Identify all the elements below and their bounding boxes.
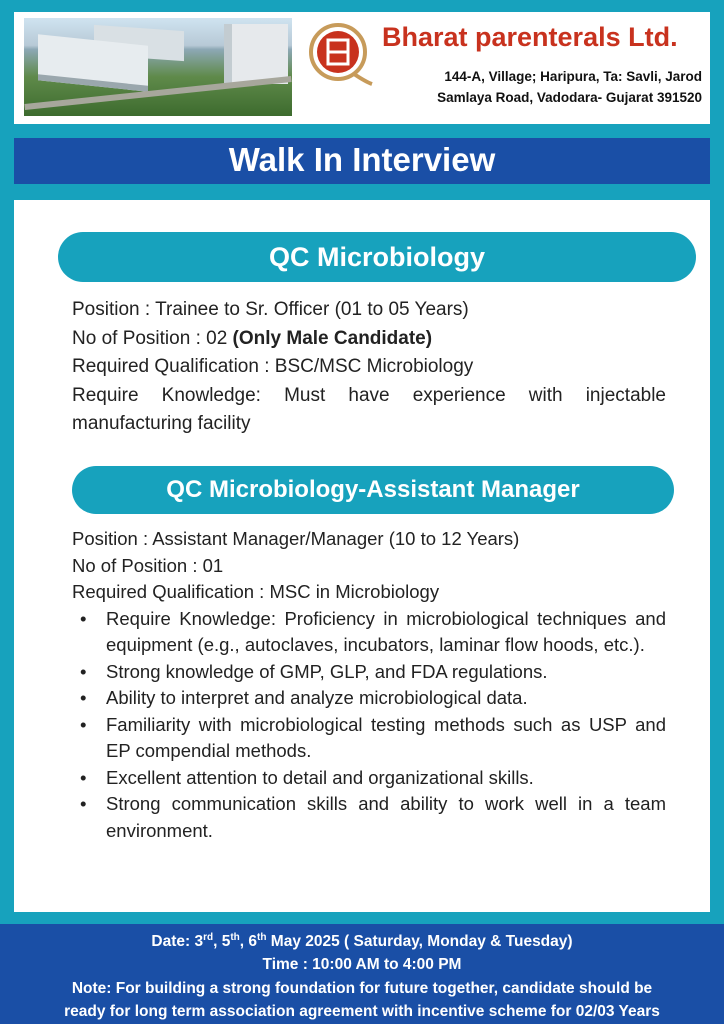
section1-no-of-position-note: (Only Male Candidate)	[232, 327, 433, 349]
company-address	[384, 66, 702, 108]
address-line-1: 144-A, Village; Haripura, Ta: Savli, Jarod	[444, 69, 702, 84]
section2-position: Position : Assistant Manager/Manager (10 to 12 Years)	[72, 528, 520, 549]
section2-qualification: Required Qualification : MSC in Microbiology	[72, 581, 440, 602]
list-item: • Strong communication skills and ability to work well in a team environment.	[80, 793, 666, 841]
section2-body	[72, 526, 666, 844]
note-line-2: ready for long term association agreement with incentive scheme for 02/03 Years	[64, 1003, 660, 1020]
list-item: • Strong knowledge of GMP, GLP, and FDA regulations.	[80, 660, 548, 682]
list-item: • Require Knowledge: Proficiency in microbiological techniques and equipment (e.g., autoclaves, incubators, laminar flow hoods, etc.).	[80, 607, 666, 655]
section1-title: QC Microbiology	[58, 232, 696, 282]
header	[14, 12, 710, 124]
section1-qualification: Required Qualification : BSC/MSC Microbiology	[72, 356, 474, 377]
interview-time: Time : 10:00 AM to 4:00 PM	[262, 956, 462, 973]
section2-requirements-list	[72, 606, 666, 845]
address-line-2: Samlaya Road, Vadodara- Gujarat 391520	[437, 90, 702, 105]
section2-title: QC Microbiology-Assistant Manager	[72, 466, 674, 514]
section1-position: Position : Trainee to Sr. Officer (01 to 05 Years)	[72, 299, 469, 320]
list-item: • Excellent attention to detail and organizational skills.	[80, 766, 534, 788]
company-logo-icon	[308, 22, 374, 88]
interview-date: Date: 3rd, 5th, 6th May 2025 ( Saturday, Monday & Tuesday)	[151, 932, 573, 951]
section2-no-of-position: No of Position : 01	[72, 554, 224, 576]
footer	[0, 924, 724, 1024]
factory-photo	[24, 18, 292, 116]
company-name: Bharat parenterals Ltd.	[382, 22, 678, 52]
section1-knowledge: Require Knowledge: Must have experience with injectable manufacturing facility	[72, 384, 666, 434]
content-panel	[14, 200, 710, 912]
list-item: • Familiarity with microbiological testing methods such as USP and EP compendial methods.	[80, 713, 666, 761]
page-title: Walk In Interview	[14, 138, 710, 184]
note-line-1: Note: For building a strong foundation for future together, candidate should be	[71, 980, 653, 997]
section1-no-of-position: No of Position : 02 (Only Male Candidate)	[72, 327, 433, 349]
list-item: • Ability to interpret and analyze microbiological data.	[80, 687, 528, 708]
section1-body	[72, 296, 666, 439]
